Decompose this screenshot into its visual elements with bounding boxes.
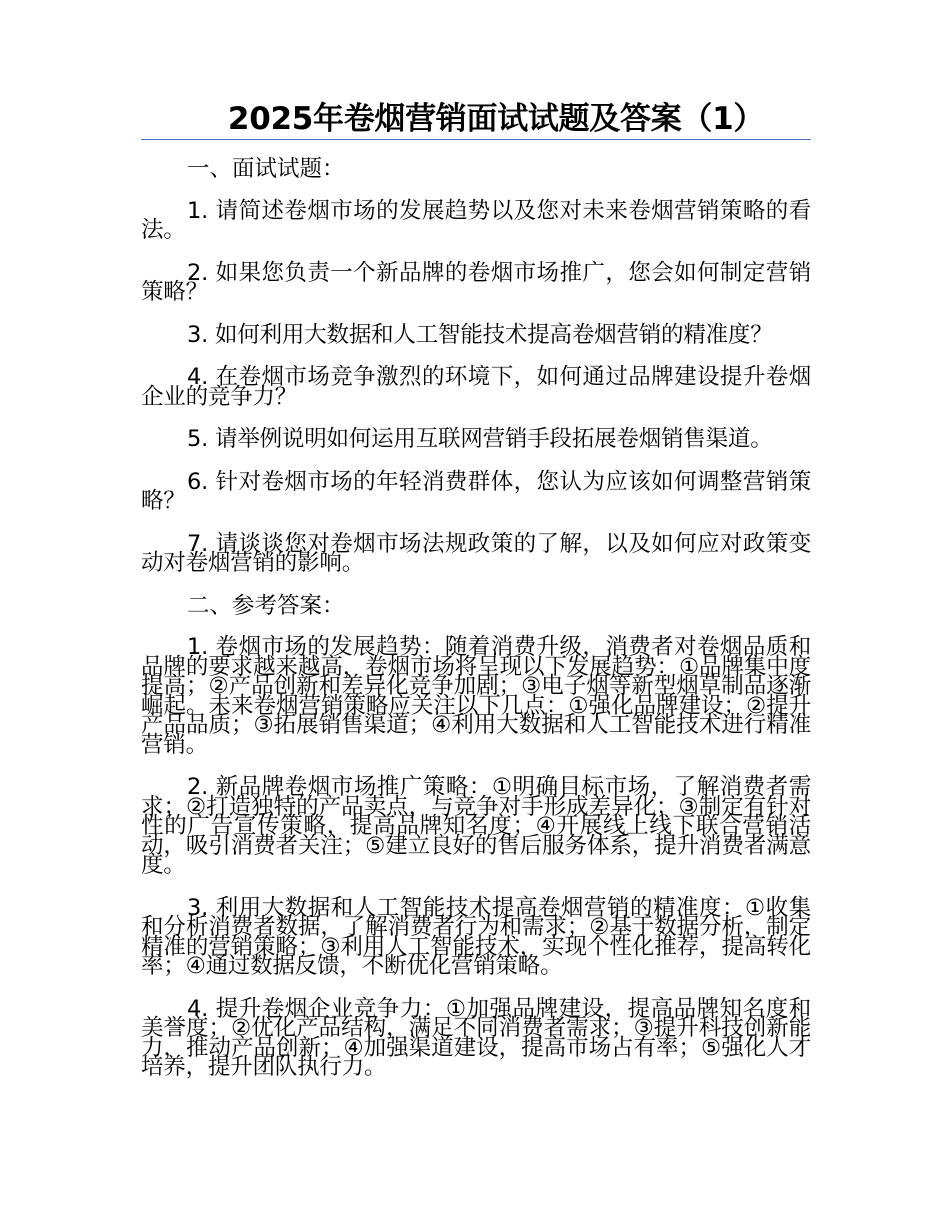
answer-item: 4. 提升卷烟企业竞争力：①加强品牌建设，提高品牌知名度和美誉度；②优化产品结构，满足不同消费者需求；③提升科技创新能力，推动产品创新；④加强渠道建设，提高市场占有率；⑤强化人才培养，提升团队执行力。 — [141, 995, 811, 1080]
section-heading-answers: 二、参考答案： — [187, 592, 345, 619]
question-item: 3. 如何利用大数据和人工智能技术提高卷烟营销的精准度？ — [187, 321, 773, 348]
title-underline — [141, 139, 811, 140]
section-heading-questions: 一、面试试题： — [187, 156, 345, 182]
document-title: 2025年卷烟营销面试试题及答案（1） — [227, 101, 765, 137]
question-item: 2. 如果您负责一个新品牌的卷烟市场推广，您会如何制定营销策略？ — [141, 259, 811, 305]
document-page — [141, 100, 811, 1101]
question-item: 6. 针对卷烟市场的年轻消费群体，您认为应该如何调整营销策略？ — [141, 468, 811, 514]
question-item: 7. 请谈谈您对卷烟市场法规政策的了解，以及如何应对政策变动对卷烟营销的影响。 — [141, 530, 811, 576]
question-item: 4. 在卷烟市场竞争激烈的环境下，如何通过品牌建设提升卷烟企业的竞争力？ — [141, 364, 811, 410]
answer-item: 2. 新品牌卷烟市场推广策略：①明确目标市场，了解消费者需求；②打造独特的产品卖点，与竞争对手形成差异化；③制定有针对性的广告宣传策略，提高品牌知名度；④开展线上线下联合营销活动，吸引消费者关注；⑤建立良好的售后服务体系，提升消费者满意度。 — [141, 774, 811, 878]
question-item: 5. 请举例说明如何运用互联网营销手段拓展卷烟销售渠道。 — [187, 426, 773, 452]
question-item: 1. 请简述卷烟市场的发展趋势以及您对未来卷烟营销策略的看法。 — [141, 197, 811, 243]
answer-item: 1. 卷烟市场的发展趋势：随着消费升级，消费者对卷烟品质和品牌的要求越来越高，卷烟市场将呈现以下发展趋势：①品牌集中度提高；②产品创新和差异化竞争加剧；③电子烟等新型烟草制品逐渐崛起。未来卷烟营销策略应关注以下几点：①强化品牌建设；②提升产品品质；③拓展销售渠道；④利用大数据和人工智能技术进行精准营销。 — [141, 634, 811, 758]
answer-item: 3. 利用大数据和人工智能技术提高卷烟营销的精准度：①收集和分析消费者数据，了解消费者行为和需求；②基于数据分析，制定精准的营销策略；③利用人工智能技术，实现个性化推荐，提高转化率；④通过数据反馈，不断优化营销策略。 — [141, 894, 811, 979]
